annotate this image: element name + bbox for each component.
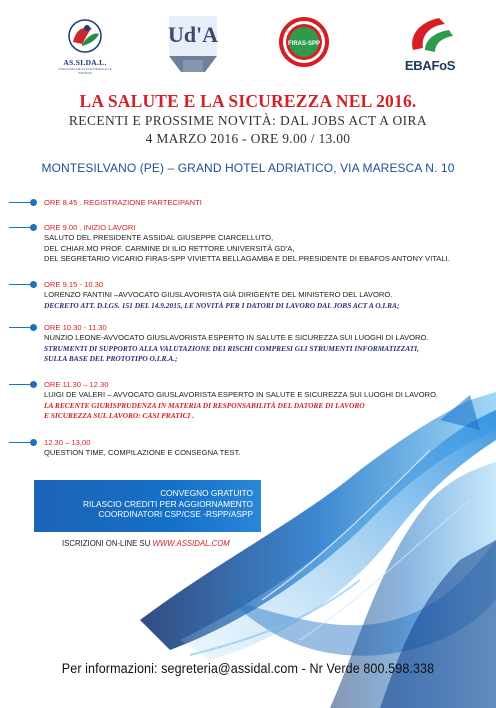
program-time: ORE 10.30 - 11.30 — [44, 323, 107, 332]
program-time: ORE 8.45 . REGISTRAZIONE PARTECIPANTI — [44, 198, 202, 207]
firas-logo-text: FIRAS-SPP — [287, 41, 321, 47]
program-note: STRUMENTI DI SUPPORTO ALLA VALUTAZIONE DEI RISCHI COMPRESI GLI STRUMENTI INFORMATIZZATI, — [44, 343, 420, 353]
timeline-line — [9, 442, 32, 443]
program-note: SULLA BASE DEL PROTOTIPO O.I.R.A.; — [44, 353, 178, 363]
program-line: DEL CHIAR.MO PROF. CARMINE DI ILIO RETTORE UNIVERSITÀ GD'A, — [44, 243, 295, 253]
free-convention-box — [34, 480, 261, 532]
freebox-line: RILASCIO CREDITI PER AGGIORNAMENTO — [83, 498, 253, 509]
program-time: ORE 11.30 – 12.30 — [44, 380, 109, 389]
timeline-dot — [30, 381, 37, 388]
timeline-dot — [30, 439, 37, 446]
program-line: SALUTO DEL PRESIDENTE ASSIDAL GIUSEPPE CIARCELLUTO, — [44, 233, 274, 243]
assidal-logo-subtitle: ASSOCIAZIONE DI ASSISTENZA ALLE IMPRESE — [58, 67, 112, 75]
contact-info: Per informazioni: segreteria@assidal.com - Nr Verde 800.598.338 — [61, 661, 435, 676]
program-line: NUNZIO LEONE-AVVOCATO GIUSLAVORISTA ESPERTO IN SALUTE E SICUREZZA SUI LUOGHI DI LAVORO. — [44, 333, 429, 343]
assidal-logo — [52, 16, 118, 76]
event-date: 4 MARZO 2016 - ORE 9.00 / 13.00 — [145, 131, 351, 146]
program-note: DECRETO ATT. D.LGS. 151 DEL 14.9.2015, LE NOVITÀ PER I DATORI DI LAVORO DAL JOBS ACT A O.I.RA; — [44, 300, 400, 310]
uda-logo — [165, 14, 221, 76]
ebafos-logo — [395, 14, 465, 76]
program-item — [44, 223, 484, 264]
program-item — [44, 198, 484, 208]
program-item — [44, 438, 484, 459]
freebox-line: COORDINATORI CSP/CSE -RSPP/ASPP — [98, 509, 253, 519]
timeline-line — [9, 227, 32, 228]
registration-link[interactable]: WWW.ASSIDAL.COM — [152, 539, 230, 548]
timeline-line — [9, 284, 32, 285]
uda-building-icon — [165, 14, 221, 76]
program-note: E SICUREZZA SUL LAVORO: CASI PRATICI . — [44, 410, 195, 420]
timeline-line — [9, 202, 32, 203]
program-time: ORE 9.15 - 10.30 — [44, 280, 104, 289]
uda-logo-text: Ud'A — [167, 22, 219, 47]
timeline-line — [9, 327, 32, 328]
program-note: LA RECENTE GIURISPRUDENZA IN MATERIA DI RESPONSABILITÀ DEL DATORE DI LAVORO — [44, 400, 365, 410]
title-year: 2016. — [376, 91, 417, 111]
assidal-emblem-icon — [52, 16, 118, 58]
program-item — [44, 323, 484, 364]
page-subtitle: RECENTI E PROSSIME NOVITÀ: DAL JOBS ACT A OIRA — [68, 113, 428, 128]
event-venue: MONTESILVANO (PE) – GRAND HOTEL ADRIATICO, VIA MARESCA N. 10 — [41, 161, 455, 175]
program-time: 12.30 – 13,00 — [44, 438, 91, 447]
ebafos-logo-name: EBAFoS — [404, 58, 456, 73]
timeline-dot — [30, 281, 37, 288]
program-line: QUESTION TIME, COMPILAZIONE E CONSEGNA TEST. — [44, 448, 241, 458]
timeline-dot — [30, 224, 37, 231]
program-line: LORENZO FANTINI –AVVOCATO GIUSLAVORISTA GIÀ DIRIGENTE DEL MINISTERO DEL LAVORO. — [44, 290, 393, 300]
timeline-dot — [30, 324, 37, 331]
program-line: LUIGI DE VALERI – AVVOCATO GIUSLAVORISTA ESPERTO IN SALUTE E SICUREZZA SUI LUOGHI DI LAVORO. — [44, 390, 439, 400]
program-item — [44, 280, 484, 311]
firas-spp-logo — [278, 16, 330, 68]
program-time: ORE 9.00 . INIZIO LAVORI — [44, 223, 136, 232]
ebafos-emblem-icon — [395, 14, 465, 58]
page-title — [0, 91, 496, 112]
firas-rosette-icon — [278, 16, 330, 68]
program-item — [44, 380, 484, 421]
timeline-dot — [30, 199, 37, 206]
registration-info — [62, 539, 230, 548]
timeline-line — [9, 384, 32, 385]
registration-label: ISCRIZIONI ON-LINE SU — [62, 539, 153, 548]
assidal-logo-name: AS.SI.DA.L. — [63, 58, 107, 67]
freebox-line: CONVEGNO GRATUITO — [160, 488, 253, 498]
program-line: DEL SEGRETARIO VICARIO FIRAS-SPP VIVIETTA BELLAGAMBA E DEL PRESIDENTE DI EBAFOS ANTONY VITALI. — [44, 253, 450, 263]
title-main: LA SALUTE E LA SICUREZZA NEL — [79, 91, 377, 111]
